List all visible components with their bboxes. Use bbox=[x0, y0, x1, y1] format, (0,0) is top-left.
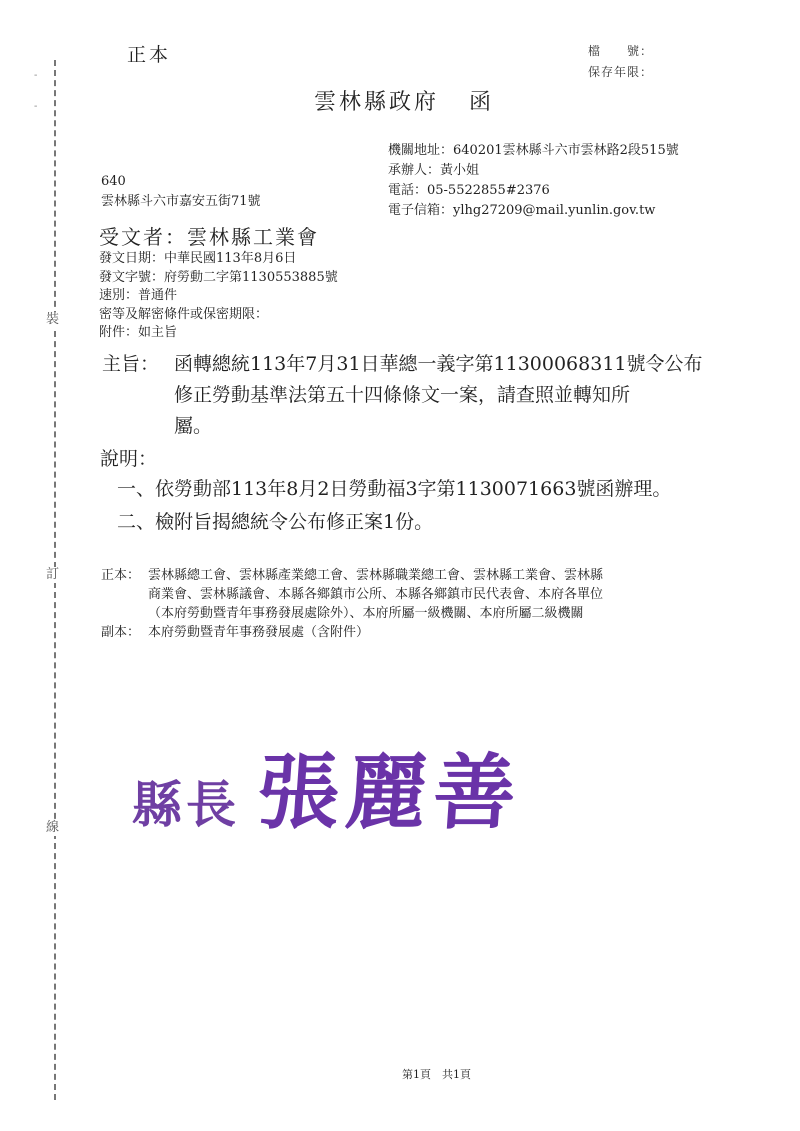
subject-label: 主旨： bbox=[102, 353, 160, 375]
document-title bbox=[314, 85, 494, 116]
edge-mark: - bbox=[34, 70, 38, 81]
title-org: 雲林縣政府 bbox=[314, 90, 440, 115]
main-copy-label: 正本： bbox=[101, 568, 141, 583]
subject-line: 函轉總統113年7月31日華總一義字第11300068311號令公布 bbox=[174, 353, 703, 375]
cc-copy-line: 本府勞動暨青年事務發展處（含附件） bbox=[148, 625, 370, 640]
seal-name: 張麗善 bbox=[254, 745, 525, 841]
urgency: 速別：普通件 bbox=[99, 288, 178, 303]
recipient-address bbox=[101, 172, 261, 212]
binding-char-ding: 訂 bbox=[46, 567, 60, 582]
org-phone: 電話：05-5522855#2376 bbox=[388, 183, 550, 198]
org-contact: 承辦人：黃小姐 bbox=[388, 163, 480, 178]
explanation-items bbox=[117, 473, 671, 539]
file-number-label: 檔 號： bbox=[588, 44, 654, 58]
explanation-item: 一、依勞動部113年8月2日勞動福3字第1130071663號函辦理。 bbox=[117, 478, 672, 500]
cc-copy-label: 副本： bbox=[101, 625, 141, 640]
org-address: 機關地址：640201雲林縣斗六市雲林路2段515號 bbox=[388, 143, 679, 158]
binding-char-zhuang: 裝 bbox=[46, 312, 60, 327]
org-email: 電子信箱：ylhg27209@mail.yunlin.gov.tw bbox=[388, 203, 656, 218]
seal-title: 縣長 bbox=[132, 775, 240, 834]
main-copy-line: （本府勞動暨青年事務發展處除外）、本府所屬一級機關、本府所屬二級機關 bbox=[148, 606, 584, 621]
subject-section bbox=[102, 349, 703, 442]
org-info bbox=[388, 141, 679, 221]
document-number: 發文字號：府勞動二字第1130553885號 bbox=[99, 269, 338, 285]
attachment: 附件：如主旨 bbox=[99, 325, 178, 340]
title-type: 函 bbox=[469, 90, 495, 115]
copy-label: 正本 bbox=[127, 44, 172, 66]
binding-char-xian: 線 bbox=[46, 820, 60, 835]
recipient: 受文者：雲林縣工業會 bbox=[99, 225, 319, 249]
subject-line: 修正勞動基準法第五十四條條文一案，請查照並轉知所 bbox=[174, 384, 631, 406]
explanation-item: 二、檢附旨揭總統令公布修正案1份。 bbox=[117, 511, 434, 533]
street-address: 雲林縣斗六市嘉安五街71號 bbox=[101, 194, 261, 209]
distribution bbox=[101, 566, 603, 642]
issue-date: 發文日期：中華民國113年8月6日 bbox=[99, 251, 297, 266]
zip-code: 640 bbox=[101, 174, 126, 189]
edge-mark: - bbox=[34, 101, 38, 112]
explanation-label: 說明： bbox=[100, 448, 158, 470]
page-number: 第1頁 共1頁 bbox=[402, 1068, 471, 1081]
retention-label: 保存年限： bbox=[588, 65, 654, 79]
main-copy-line: 雲林縣總工會、雲林縣產業總工會、雲林縣職業總工會、雲林縣工業會、雲林縣 bbox=[148, 568, 604, 583]
subject-line: 屬。 bbox=[174, 415, 213, 437]
main-copy-line: 商業會、雲林縣議會、本縣各鄉鎮市公所、本縣各鄉鎮市民代表會、本府各單位 bbox=[148, 587, 604, 602]
file-info bbox=[588, 41, 653, 83]
confidentiality: 密等及解密條件或保密期限： bbox=[99, 306, 269, 322]
document-meta bbox=[99, 250, 338, 343]
magistrate-seal bbox=[132, 728, 525, 845]
